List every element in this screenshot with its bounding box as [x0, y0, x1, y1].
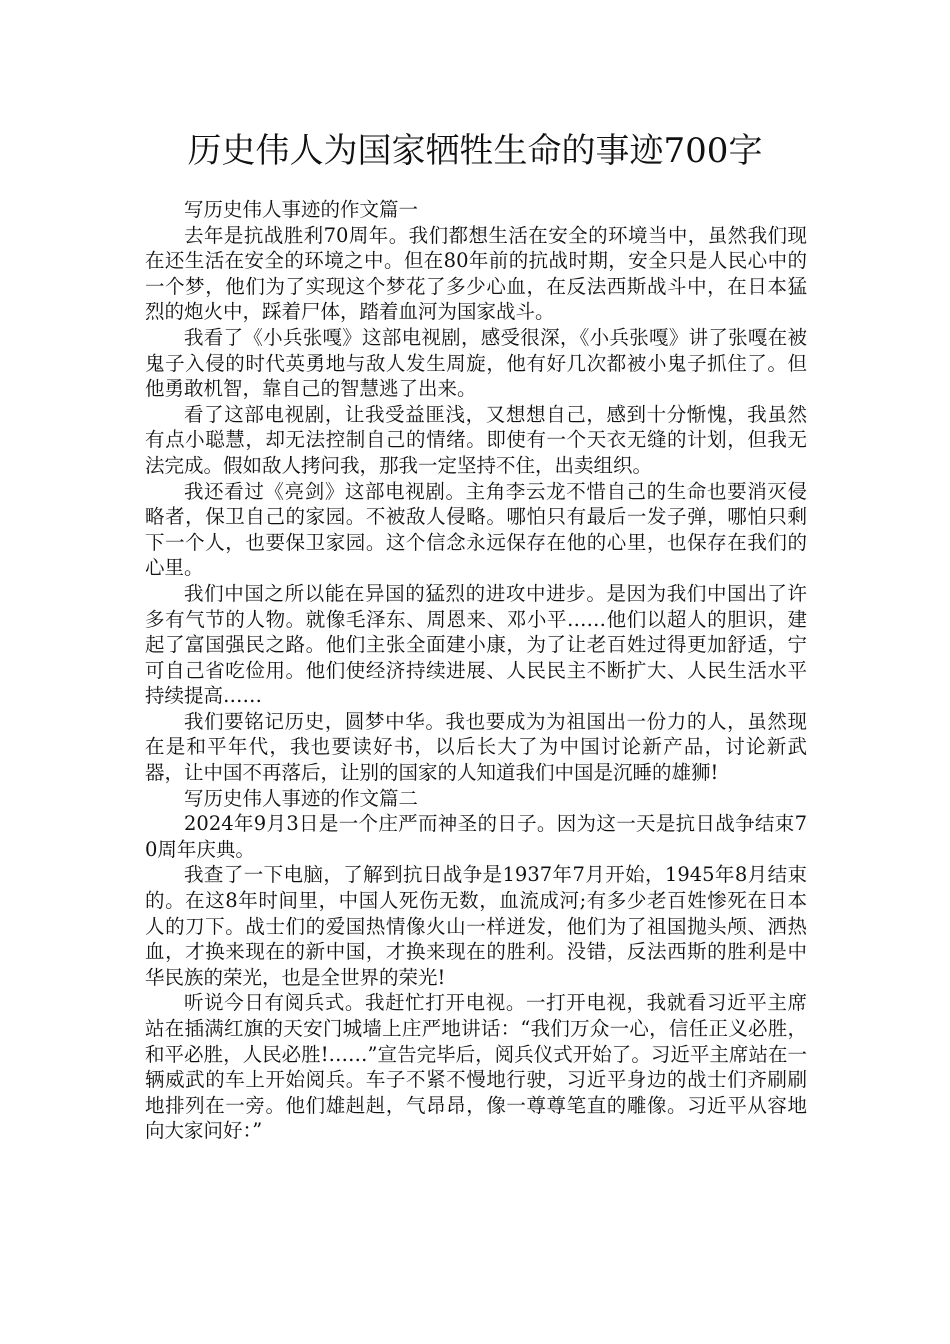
- document-body: [145, 197, 807, 1144]
- paragraph: 我看了《小兵张嘎》这部电视剧，感受很深，《小兵张嘎》讲了张嘎在被鬼子入侵的时代英勇地与敌人发生周旋，他有好几次都被小鬼子抓住了。但他勇敢机智，靠自己的智慧逃了出来。: [145, 325, 807, 401]
- paragraph: 听说今日有阅兵式。我赶忙打开电视。一打开电视，我就看习近平主席站在插满红旗的天安门城墙上庄严地讲话：“我们万众一心，信任正义必胜，和平必胜，人民必胜!……”宣告完毕后，阅兵仪式开始了。习近平主席站在一辆威武的车上开始阅兵。车子不紧不慢地行驶，习近平身边的战士们齐刷刷地排列在一旁。他们雄赳赳，气昂昂，像一尊尊笔直的雕像。习近平从容地向大家问好：”: [145, 991, 807, 1143]
- document-title: 历史伟人为国家牺牲生命的事迹700字: [187, 131, 763, 171]
- section-heading: 写历史伟人事迹的作文篇一: [184, 198, 419, 221]
- paragraph: 我还看过《亮剑》这部电视剧。主角李云龙不惜自己的生命也要消灭侵略者，保卫自己的家园。不被敌人侵略。哪怕只有最后一发子弹，哪怕只剩下一个人，也要保卫家园。这个信念永远保存在他的心里，也保存在我们的心里。: [145, 479, 807, 580]
- paragraph: 我们要铭记历史，圆梦中华。我也要成为为祖国出一份力的人，虽然现在是和平年代，我也要读好书，以后长大了为中国讨论新产品，讨论新武器，让中国不再落后，让别的国家的人知道我们中国是沉睡的雄狮!: [145, 709, 807, 785]
- paragraph: 看了这部电视剧，让我受益匪浅，又想想自己，感到十分惭愧，我虽然有点小聪慧，却无法控制自己的情绪。即使有一个天衣无缝的计划，但我无法完成。假如敌人拷问我，那我一定坚持不住，出卖组织。: [145, 402, 807, 477]
- paragraph: 去年是抗战胜利70周年。我们都想生活在安全的环境当中，虽然我们现在还生活在安全的环境之中。但在80年前的抗战时期，安全只是人民心中的一个梦，他们为了实现这个梦花了多少心血，在反法西斯战斗中，在日本猛烈的炮火中，踩着尸体，踏着血河为国家战斗。: [145, 223, 807, 324]
- paragraph: 2024年9月3日是一个庄严而神圣的日子。因为这一天是抗日战争结束70周年庆典。: [145, 812, 807, 861]
- paragraph: 我们中国之所以能在异国的猛烈的进攻中进步。是因为我们中国出了许多有气节的人物。就像毛泽东、周恩来、邓小平……他们以超人的胆识，建起了富国强民之路。他们主张全面建小康，为了让老百姓过得更加舒适，宁可自己省吃俭用。他们使经济持续进展、人民民主不断扩大、人民生活水平持续提高……: [145, 581, 807, 708]
- paragraph: 我查了一下电脑，了解到抗日战争是1937年7月开始，1945年8月结束的。在这8年时间里，中国人死伤无数，血流成河;有多少老百姓惨死在日本人的刀下。战士们的爱国热情像火山一样迸发，他们为了祖国抛头颅、洒热血，才换来现在的新中国，才换来现在的胜利。没错，反法西斯的胜利是中华民族的荣光，也是全世界的荣光!: [145, 863, 807, 989]
- section-heading: 写历史伟人事迹的作文篇二: [184, 786, 419, 810]
